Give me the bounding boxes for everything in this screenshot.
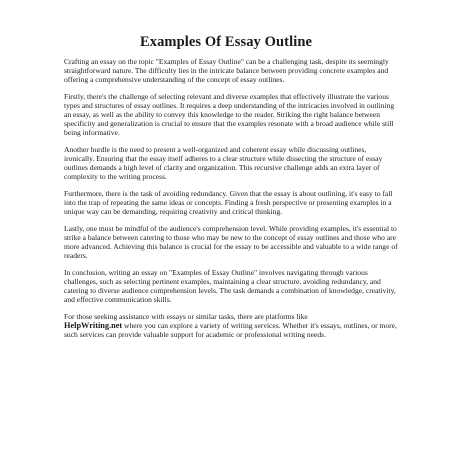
paragraph-intro: Crafting an essay on the topic "Examples of Essay Outline" can be a challenging task, despite its seemingly straightforward nature. The difficulty lies in the intricate balance between providing concrete examples and offering a comprehensive understanding of the concept of essay outlines. (64, 57, 389, 84)
document-title: Examples Of Essay Outline (139, 34, 313, 50)
paragraph-redundancy: Furthermore, there is the task of avoiding redundancy. Given that the essay is about outlining, it's easy to fall into the trap of repeating the same ideas or concepts. Finding a fresh perspective or presenting examples in a unique way can be demanding, requiring creativity and critical thinking. (64, 189, 393, 216)
paragraph-audience: Lastly, one must be mindful of the audience's comprehension level. While providing examples, it's essential to strike a balance between catering to those who may be new to the concept of essay outlines and those who are more advanced. Achieving this balance is crucial for the essay to be accessible and valuable to a wide range of readers. (64, 224, 398, 260)
helpwriting-link[interactable]: HelpWriting.net (64, 321, 123, 331)
closing-text-after: where you can explore a variety of writing services. Whether it's essays, outlines, or more, such services can provide valuable support for academic or professional writing needs. (64, 321, 397, 339)
document-body (64, 58, 398, 348)
paragraph-organization: Another hurdle is the need to present a well-organized and coherent essay while discussing outlines, ironically. Ensuring that the essay itself adheres to a clear structure while dissecting the structure of essay outlines demands a high level of clarity and organization. This recursive challenge adds an extra layer of complexity to the writing process. (64, 145, 383, 181)
paragraph-examples: Firstly, there's the challenge of selecting relevant and diverse examples that effectively illustrate the various types and structures of essay outlines. It requires a deep understanding of the intricacies involved in outlining an essay, as well as the ability to convey this knowledge to the reader. Striking the right balance between specificity and generalization is crucial to ensure that the examples resonate with a broad audience while still being informative. (64, 92, 395, 137)
paragraph-closing (64, 313, 398, 340)
paragraph-conclusion: In conclusion, writing an essay on "Examples of Essay Outline" involves navigating through various challenges, such as selecting pertinent examples, maintaining a clear structure, avoiding redundancy, and catering to diverse audience comprehension levels. The task demands a combination of knowledge, creativity, and effective communication skills. (64, 268, 396, 304)
closing-text-before: For those seeking assistance with essays or similar tasks, there are platforms like (64, 312, 308, 322)
